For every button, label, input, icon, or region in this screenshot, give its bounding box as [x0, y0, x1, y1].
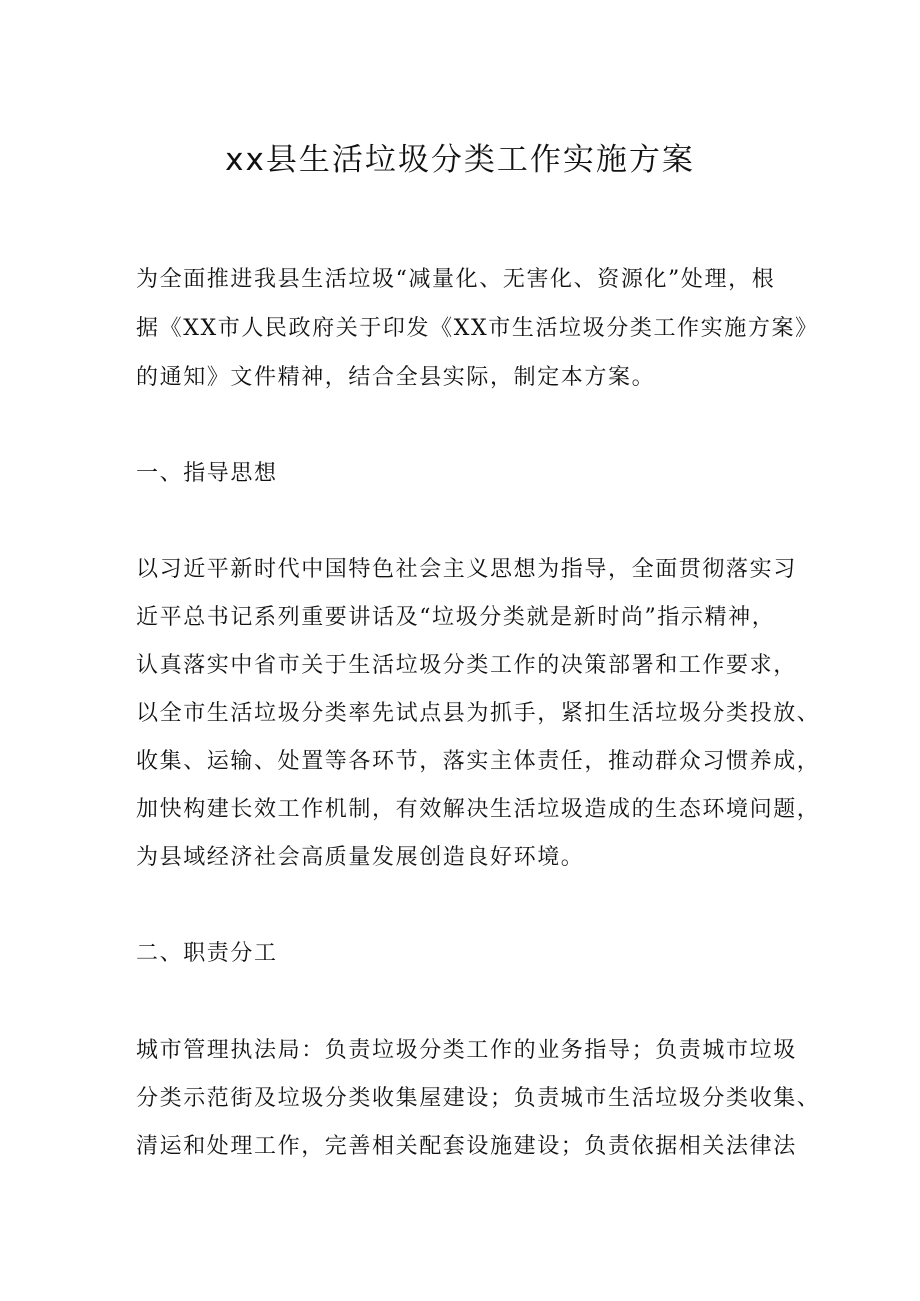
- section-heading-responsibilities: 二、职责分工: [136, 941, 278, 966]
- responsibility-line-2: 分类示范街及垃圾分类收集屋建设；负责城市生活垃圾分类收集、: [136, 1086, 821, 1111]
- guiding-line-7: 为县域经济社会高质量发展创造良好环境。: [136, 845, 585, 870]
- responsibility-line-1: 城市管理执法局：负责垃圾分类工作的业务指导；负责城市垃圾: [136, 1038, 797, 1063]
- guiding-line-4: 以全市生活垃圾分类率先试点县为抓手，紧扣生活垃圾分类投放、: [136, 701, 821, 726]
- guiding-line-3: 认真落实中省市关于生活垃圾分类工作的决策部署和工作要求，: [136, 653, 797, 678]
- intro-line-2: 据《XX市人民政府关于印发《XX市生活垃圾分类工作实施方案》: [136, 316, 819, 341]
- intro-line-3: 的通知》文件精神，结合全县实际，制定本方案。: [136, 365, 656, 390]
- guiding-line-6: 加快构建长效工作机制，有效解决生活垃圾造成的生态环境问题，: [136, 797, 821, 822]
- intro-line-1: 为全面推进我县生活垃圾“减量化、无害化、资源化”处理，根: [136, 267, 776, 292]
- guiding-line-5: 收集、运输、处置等各环节，落实主体责任，推动群众习惯养成，: [136, 749, 821, 774]
- section-heading-guiding-ideology: 一、指导思想: [136, 461, 278, 486]
- guiding-line-1: 以习近平新时代中国特色社会主义思想为指导，全面贯彻落实习: [136, 557, 797, 582]
- responsibility-line-3: 清运和处理工作，完善相关配套设施建设；负责依据相关法律法: [136, 1134, 797, 1159]
- document-title: xx县生活垃圾分类工作实施方案: [225, 142, 695, 178]
- guiding-line-2: 近平总书记系列重要讲话及“垃圾分类就是新时尚”指示精神，: [136, 605, 776, 630]
